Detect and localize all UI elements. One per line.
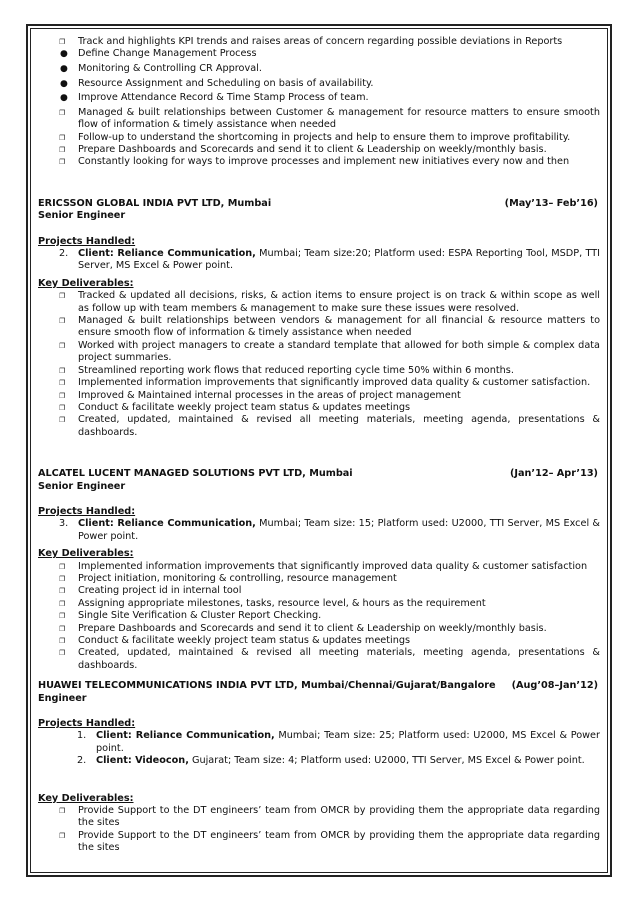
project-list <box>38 730 600 767</box>
project-item <box>38 248 600 273</box>
list-item: ❐ Implemented information improvements that significantly improved data quality & customer satisfaction <box>59 560 588 572</box>
project-number: 2. <box>77 755 87 767</box>
project-list <box>38 518 600 543</box>
list-item: ❐ Project initiation, monitoring & controlling, resource management <box>59 572 397 584</box>
square-bullet-icon: ❐ <box>59 292 66 301</box>
list-item: ❐ Prepare Dashboards and Scorecards and send it to client & Leadership on weekly/monthly basis. <box>59 144 547 155</box>
list-item: ❐ Improved & Maintained internal processes in the areas of project management <box>59 389 461 401</box>
project-details: Mumbai; Team size: 25; Platform used: U2000, MS Excel & Power point. <box>96 730 600 754</box>
employment-dates: (Jan’12– Apr’13) <box>509 468 598 480</box>
top-bullet-list <box>38 36 600 169</box>
list-item: ● Define Change Management Process <box>60 48 257 60</box>
list-item: ❐ Created, updated, maintained & revised all meeting materials, meeting agenda, presentations & dashboards. <box>59 414 600 438</box>
square-bullet-icon: ❐ <box>59 562 66 571</box>
list-item: ❐ Worked with project managers to create a standard template that allowed for both simple & complex data project summaries. <box>59 339 600 364</box>
square-bullet-icon: ❐ <box>59 612 66 621</box>
spacer <box>38 672 600 680</box>
dot-bullet-icon: ● <box>60 64 68 74</box>
spacer <box>38 768 600 793</box>
resume-content <box>38 36 600 855</box>
list-item: ❐ Managed & built relationships between Customer & management for resource matters to ensure smooth flow of information & timely assistance when needed <box>59 106 600 131</box>
square-bullet-icon: ❐ <box>59 366 66 375</box>
list-item: ❐ Creating project id in internal tool <box>59 585 242 597</box>
list-item: ❐ Single Site Verification & Cluster Report Checking. <box>59 610 322 622</box>
list-item: ● Resource Assignment and Scheduling on basis of availability. <box>60 77 374 89</box>
square-bullet-icon: ❐ <box>59 624 66 633</box>
deliverables-heading: Key Deliverables: <box>38 792 134 804</box>
project-item <box>38 730 600 755</box>
list-item: ❐ Streamlined reporting work flows that reduced reporting cycle time 50% within 6 months. <box>59 364 514 376</box>
list-item: ❐ Prepare Dashboards and Scorecards and send it to client & Leadership on weekly/monthly basis. <box>59 622 547 634</box>
list-item: ❐ Constantly looking for ways to improve processes and implement new initiatives every now and then <box>59 156 570 168</box>
employment-dates: (Aug’08–Jan’12) <box>511 680 598 692</box>
list-item: ❐ Created, updated, maintained & revised all meeting materials, meeting agenda, presentations & dashboards. <box>59 647 600 671</box>
job-title: Senior Engineer <box>38 480 126 492</box>
list-item: ❐ Managed & built relationships between vendors & management for all financial & resource matters to ensure smooth flow of information & timely assistance when needed <box>59 315 600 339</box>
square-bullet-icon: ❐ <box>59 587 66 596</box>
project-number: 2. <box>59 248 69 260</box>
square-bullet-icon: ❐ <box>59 574 66 583</box>
projects-heading: Projects Handled: <box>38 505 136 517</box>
square-bullet-icon: ❐ <box>59 637 66 645</box>
square-bullet-icon: ❐ <box>59 108 66 117</box>
square-bullet-icon: ❐ <box>59 317 66 326</box>
square-bullet-icon: ❐ <box>59 831 66 840</box>
project-details: Gujarat; Team size: 4; Platform used: U2000, TTI Server, MS Excel & Power point. <box>188 755 585 767</box>
list-item: ❐ Provide Support to the DT engineers’ team from OMCR by providing them the appropriate data regarding the sites <box>59 829 600 854</box>
company-header <box>38 680 600 692</box>
deliverables-list <box>38 290 600 439</box>
square-bullet-icon: ❐ <box>59 38 66 46</box>
deliverables-list <box>38 561 600 673</box>
spacer <box>38 439 600 468</box>
company-name: ALCATEL LUCENT MANAGED SOLUTIONS PVT LTD, Mumbai <box>38 468 353 480</box>
company-name: ERICSSON GLOBAL INDIA PVT LTD, Mumbai <box>38 197 272 209</box>
client-label: Client: Videocon, <box>96 755 189 767</box>
client-label: Client: Reliance Communication, <box>96 730 275 742</box>
project-number: 3. <box>59 518 69 530</box>
square-bullet-icon: ❐ <box>59 403 66 412</box>
client-label: Client: Reliance Communication, <box>78 518 256 530</box>
project-number: 1. <box>77 730 87 742</box>
project-list <box>38 248 600 273</box>
list-item: ❐ Assigning appropriate milestones, tasks, resource level, & hours as the requirement <box>59 597 486 609</box>
list-item: ❐ Track and highlights KPI trends and raises areas of concern regarding possible deviations in Reports <box>59 36 563 47</box>
employment-dates: (May’13– Feb’16) <box>504 197 598 209</box>
spacer <box>38 223 600 236</box>
list-item: ❐ Implemented information improvements that significantly improved data quality & customer satisfaction. <box>59 377 591 389</box>
dot-bullet-icon: ● <box>60 93 68 104</box>
company-name: HUAWEI TELECOMMUNICATIONS INDIA PVT LTD, Mumbai/Chennai/Gujarat/Bangalore <box>38 680 496 692</box>
list-item: ● Improve Attendance Record & Time Stamp Process of team. <box>60 92 369 104</box>
job-title: Senior Engineer <box>38 210 126 222</box>
deliverables-heading: Key Deliverables: <box>38 548 134 560</box>
square-bullet-icon: ❐ <box>59 391 66 400</box>
square-bullet-icon: ❐ <box>59 341 66 350</box>
project-details: Mumbai; Team size: 15; Platform used: U2000, TTI Server, MS Excel & Power point. <box>78 518 600 542</box>
list-item: ❐ Conduct & facilitate weekly project team status & updates meetings <box>59 635 411 646</box>
deliverables-heading: Key Deliverables: <box>38 277 134 289</box>
job-title: Engineer <box>38 692 87 704</box>
square-bullet-icon: ❐ <box>59 416 66 425</box>
dot-bullet-icon: ● <box>60 78 68 89</box>
project-item <box>38 755 600 767</box>
project-details: Mumbai; Team size:20; Platform used: ESPA Reporting Tool, MSDP, TTI Server, MS Excel & Power point. <box>78 248 600 272</box>
square-bullet-icon: ❐ <box>59 599 66 608</box>
projects-heading: Projects Handled: <box>38 235 136 247</box>
list-item: ● Monitoring & Controlling CR Approval. <box>60 63 262 74</box>
spacer <box>38 169 600 198</box>
square-bullet-icon: ❐ <box>59 158 66 167</box>
project-item <box>38 518 600 543</box>
list-item: ❐ Tracked & updated all decisions, risks, & action items to ensure project is on track & within scope as well as follow up with team members & management to make sure these issues were resolved. <box>59 290 600 314</box>
deliverables-list <box>38 805 600 855</box>
square-bullet-icon: ❐ <box>59 807 66 816</box>
spacer <box>38 493 600 506</box>
list-item: ❐ Follow-up to understand the shortcoming in projects and help to ensure them to improve profitability. <box>59 131 571 143</box>
square-bullet-icon: ❐ <box>59 379 66 388</box>
company-header <box>38 468 600 480</box>
square-bullet-icon: ❐ <box>59 146 66 154</box>
square-bullet-icon: ❐ <box>59 133 66 142</box>
client-label: Client: Reliance Communication, <box>78 248 256 260</box>
square-bullet-icon: ❐ <box>59 649 66 658</box>
list-item: ❐ Provide Support to the DT engineers’ team from OMCR by providing them the appropriate data regarding the sites <box>59 805 600 829</box>
projects-heading: Projects Handled: <box>38 718 136 730</box>
dot-bullet-icon: ● <box>60 49 68 60</box>
spacer <box>38 705 600 718</box>
company-header <box>38 198 600 210</box>
list-item: ❐ Conduct & facilitate weekly project team status & updates meetings <box>59 401 411 413</box>
